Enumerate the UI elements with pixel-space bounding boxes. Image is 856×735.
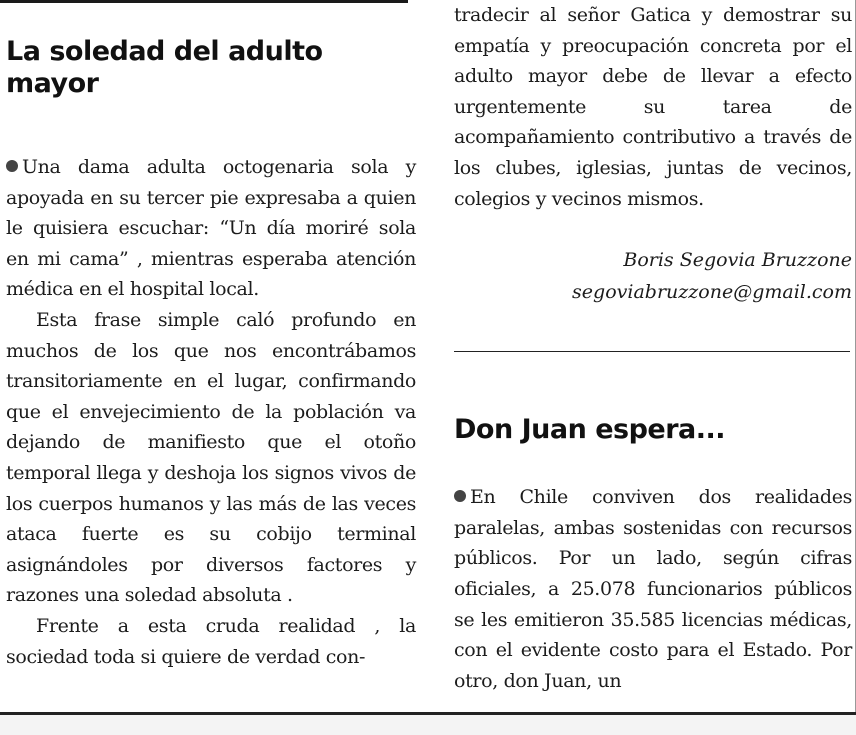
author-signature <box>454 244 852 308</box>
article-paragraph-3: Frente a esta cruda realidad , la sociedad toda si quiere de verdad con- <box>6 614 416 668</box>
author-name: Boris Segovia Bruzzone <box>623 249 852 272</box>
article-paragraph-2: Esta frase simple caló profundo en muchos de los que nos encontrábamos transitoriamente en el lugar, confirmando que el envejecimiento de la población va dejando de manifiesto que el otoño temporal llega y deshoja los signos vivos de los cuerpos humanos y las más de las veces ataca fuerte es su cobijo terminal asignándoles por diversos factores y razones una soledad absoluta . <box>6 308 416 607</box>
bottom-margin <box>0 715 856 735</box>
paragraph-1-text: Una dama adulta octogenaria sola y apoyada en su tercer pie expresaba a quien le quisiera escuchar: “Un día moriré sola en mi cama” , mientras esperaba atención médica en el hospital local. <box>6 156 416 301</box>
top-rule <box>0 0 408 3</box>
article-paragraph-1 <box>6 152 416 305</box>
paragraph-4-text: En Chile conviven dos realidades paralelas, ambas sostenidas con recursos públicos. Por un lado, según cifras oficiales, a 25.078 funcionarios públicos se les emitieron 35.585 licencias médicas, con el evidente costo para el Estado. Por otro, don Juan, un <box>454 486 852 692</box>
bullet-icon <box>6 160 18 172</box>
article-paragraph-4 <box>454 482 852 696</box>
section-divider <box>454 351 850 352</box>
bullet-icon <box>454 490 466 502</box>
article-headline: La soledad del adulto mayor <box>6 36 323 99</box>
right-column <box>454 0 852 696</box>
article-paragraph-3-continued: tradecir al señor Gatica y demostrar su empatía y preocupación concreta por el adulto mayor debe de llevar a efecto urgentemente su tarea de acompañamiento contributivo a través de los clubes, iglesias, juntas de vecinos, colegios y vecinos mismos. <box>454 4 852 210</box>
left-column <box>6 20 416 672</box>
article-headline-2: Don Juan espera... <box>454 414 726 446</box>
author-email: segoviabruzzone@gmail.com <box>572 281 852 304</box>
